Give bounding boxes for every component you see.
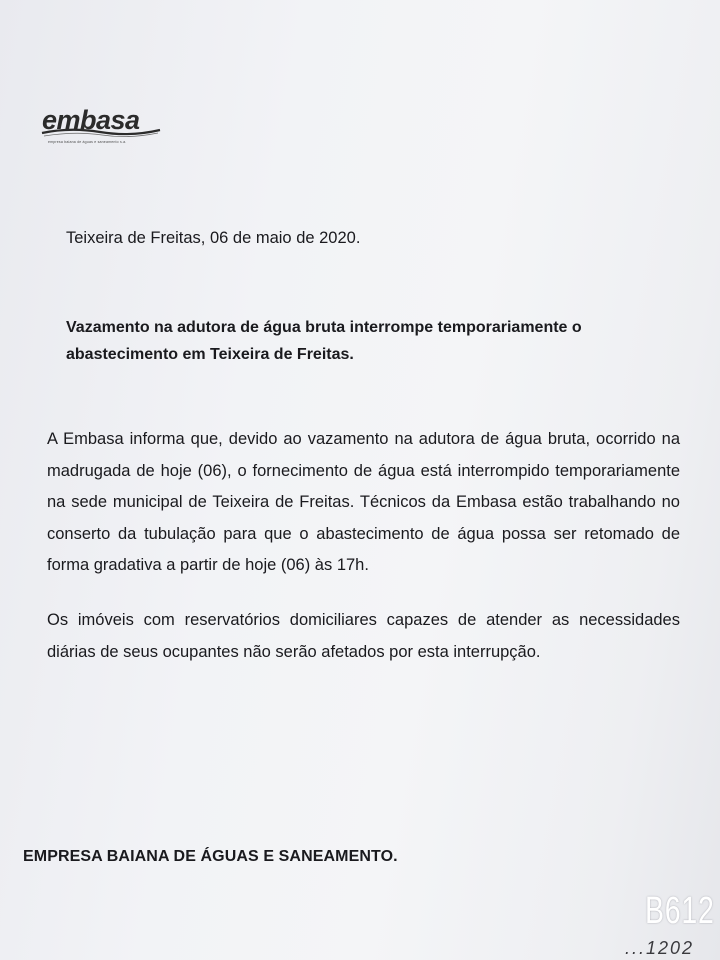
svg-text:embasa: embasa — [42, 105, 140, 135]
company-signature: EMPRESA BAIANA DE ÁGUAS E SANEAMENTO. — [23, 848, 398, 865]
headline: Vazamento na adutora de água bruta interrompe temporariamente o abastecimento em Teixeira de Freitas. — [66, 319, 582, 363]
logo-subtitle: empresa baiana de águas e saneamento s.a. — [48, 140, 127, 144]
body-paragraph-1: A Embasa informa que, devido ao vazamento na adutora de água bruta, ocorrido na madrugada de hoje (06), o fornecimento de água está interrompido temporariamente na sede municipal de Teixeira de Freitas. Técnicos da Embasa estão trabalhando no conserto da tubulação para que o abastecimento de água possa ser retomado de forma gradativa a partir de hoje (06) às 17h. — [47, 430, 680, 574]
camera-watermark: B612 — [645, 890, 715, 932]
handwritten-mark: ...1202 — [625, 938, 695, 958]
body-paragraph-2: Os imóveis com reservatórios domiciliares capazes de atender as necessidades diárias de seus ocupantes não serão afetados por esta interrupção. — [47, 611, 680, 661]
letter-date: Teixeira de Freitas, 06 de maio de 2020. — [66, 229, 361, 247]
embasa-logo — [40, 103, 170, 148]
embasa-logo-mark — [40, 103, 170, 143]
